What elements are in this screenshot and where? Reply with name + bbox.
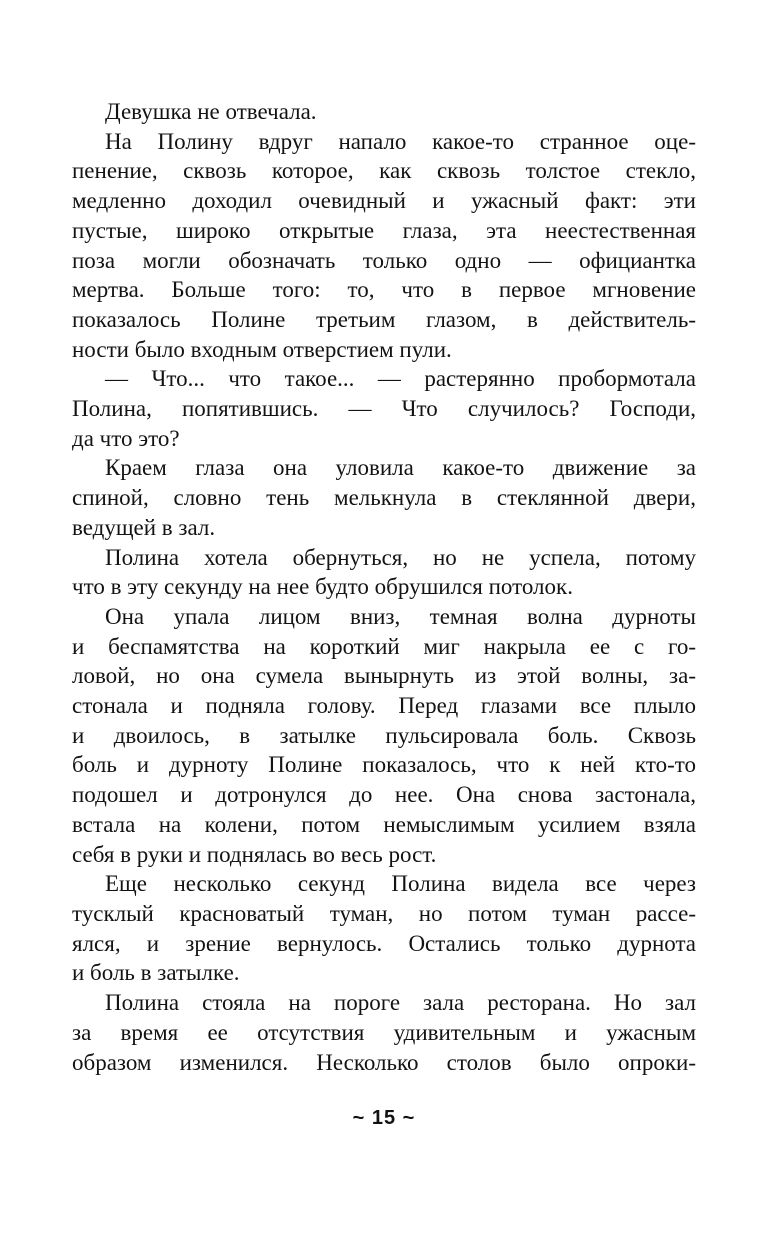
- text-line: пенение, сквозь которое, как сквозь толстое стекло,: [72, 158, 696, 184]
- text-line: стонала и подняла голову. Перед глазами все плыло: [72, 693, 696, 719]
- text-block: [72, 97, 696, 1077]
- text-line: Краем глаза она уловила какое-то движение за: [105, 455, 696, 481]
- text-line: и беспамятства на короткий миг накрыла ее с го-: [72, 633, 696, 659]
- text-line: медленно доходил очевидный и ужасный факт: эти: [72, 188, 696, 214]
- text-line: спиной, словно тень мелькнула в стеклянной двери,: [72, 485, 696, 511]
- text-line: подошел и дотронулся до нее. Она снова застонала,: [72, 782, 696, 808]
- text-line: Полина хотела обернуться, но не успела, потому: [105, 544, 696, 570]
- text-line: ловой, но она сумела вынырнуть из этой волны, за-: [72, 663, 696, 689]
- text-line: На Полину вдруг напало какое-то странное оце-: [105, 128, 696, 154]
- text-line: себя в руки и поднялась во весь рост.: [72, 841, 437, 867]
- text-line: образом изменился. Несколько столов было опроки-: [72, 1049, 696, 1075]
- text-line: встала на колени, потом немыслимым усилием взяла: [72, 811, 696, 837]
- text-line: Она упала лицом вниз, темная волна дурноты: [105, 603, 696, 629]
- text-line: ности было входным отверстием пули.: [72, 336, 452, 362]
- text-line: показалось Полине третьим глазом, в действитель-: [72, 306, 696, 332]
- text-line: и двоилось, в затылке пульсировала боль. Сквозь: [72, 722, 696, 748]
- text-line: Полина стояла на пороге зала ресторана. Но зал: [105, 990, 696, 1016]
- text-line: пустые, широко открытые глаза, эта неестественная: [72, 217, 696, 243]
- text-line: Полина, попятившись. — Что случилось? Господи,: [72, 396, 696, 422]
- text-line: мертва. Больше того: то, что в первое мгновение: [72, 277, 696, 303]
- text-line: и боль в затылке.: [72, 960, 240, 986]
- text-line: да что это?: [72, 425, 180, 451]
- text-line: за время ее отсутствия удивительным и ужасным: [72, 1019, 696, 1045]
- text-line: поза могли обозначать только одно — официантка: [72, 247, 696, 273]
- text-line: тусклый красноватый туман, но потом туман рассе-: [72, 900, 696, 926]
- text-line: ялся, и зрение вернулось. Остались только дурнота: [72, 930, 696, 956]
- text-line: — Что... что такое... — растерянно пробормотала: [105, 366, 696, 392]
- text-line: ведущей в зал.: [72, 514, 216, 540]
- text-line: Еще несколько секунд Полина видела все через: [105, 871, 696, 897]
- text-line: что в эту секунду на нее будто обрушился потолок.: [72, 574, 573, 600]
- page-number: ~ 15 ~: [352, 1107, 416, 1129]
- text-line: Девушка не отвечала.: [105, 99, 317, 124]
- text-line: боль и дурноту Полине показалось, что к ней кто-то: [72, 752, 696, 778]
